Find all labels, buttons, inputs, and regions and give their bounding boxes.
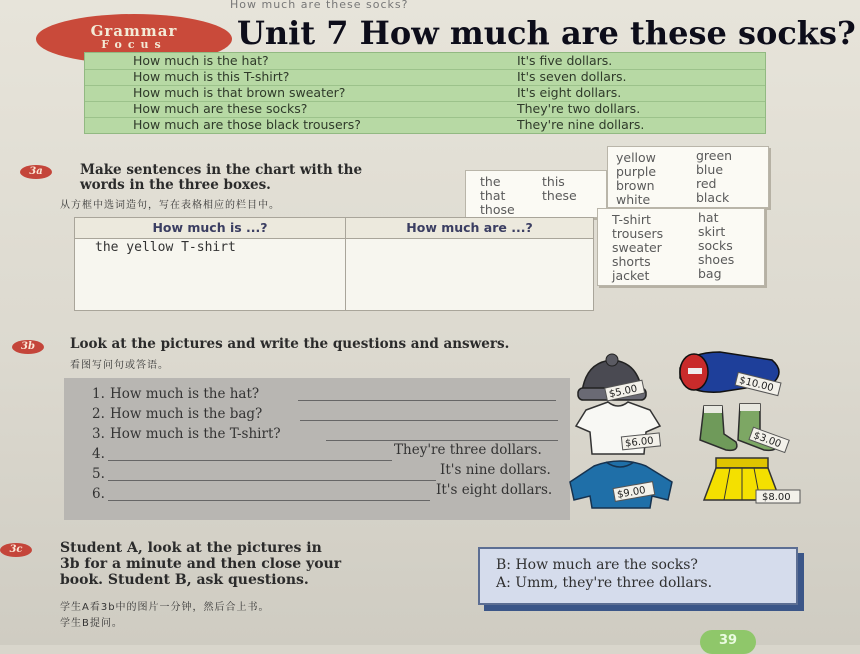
word: T-shirt <box>612 212 651 227</box>
grammar-answer: They're nine dollars. <box>517 117 645 132</box>
exercise-answer: They're three dollars. <box>394 442 542 458</box>
dialog-line-b: B: How much are the socks? <box>496 557 698 573</box>
section-3c-instruction-cn1: 学生A看3b中的图片一分钟，然后合上书。 <box>60 602 270 613</box>
price-tag-text: $10.00 <box>738 375 775 395</box>
exercise-number: 1. <box>92 386 105 402</box>
grammar-question: How much are those black trousers? <box>133 117 361 132</box>
chart-header-how-much-are: How much are ...? <box>346 218 593 239</box>
price-tag-text: $3.00 <box>751 430 783 451</box>
word: sweater <box>612 240 662 255</box>
running-header-text: How much are these socks? <box>230 0 409 11</box>
exercise-number: 5. <box>92 466 105 482</box>
dialog-line-a: A: Umm, they're three dollars. <box>496 575 713 591</box>
instruction-line: Student A, look at the pictures in <box>60 540 322 556</box>
section-3b-instruction: Look at the pictures and write the questions and answers. <box>70 336 510 352</box>
chart-header-how-much-is: How much is ...? <box>75 218 345 239</box>
exercise-question: How much is the bag? <box>110 406 263 422</box>
instruction-line: 3b for a minute and then close your <box>60 556 342 572</box>
word: purple <box>616 164 657 179</box>
badge-line-grammar: Grammar <box>90 22 178 40</box>
section-3a-badge: 3a <box>20 165 52 179</box>
price-tag-text: $6.00 <box>624 435 655 450</box>
section-3b-badge: 3b <box>12 340 44 354</box>
word: the <box>480 174 501 189</box>
example-dialog-box <box>478 547 798 605</box>
unit-title: Unit 7 How much are these socks? <box>237 14 856 52</box>
grammar-answer: It's eight dollars. <box>517 85 622 100</box>
word: that <box>480 188 506 203</box>
section-3c-badge: 3c <box>0 543 32 557</box>
exercise-number: 4. <box>92 446 105 462</box>
section-3c-instruction-cn2: 学生B提问。 <box>60 618 123 629</box>
word: green <box>696 148 733 163</box>
chart-example-cell: the yellow T-shirt <box>95 240 236 255</box>
word: jacket <box>612 268 650 283</box>
section-3c-instruction <box>60 540 341 588</box>
exercise-number: 6. <box>92 486 105 502</box>
grammar-answer: It's five dollars. <box>517 53 613 68</box>
word: brown <box>616 178 655 193</box>
grammar-question: How much is this T-shirt? <box>133 69 290 84</box>
word: bag <box>698 266 722 281</box>
word: these <box>542 188 577 203</box>
exercise-answer: It's nine dollars. <box>440 462 551 478</box>
badge-line-focus: Focus <box>101 38 167 51</box>
instruction-line: book. Student B, ask questions. <box>60 572 309 588</box>
section-3a-instruction-cn: 从方框中选词造句，写在表格相应的栏目中。 <box>60 200 280 211</box>
exercise-question: How much is the hat? <box>110 386 260 402</box>
grammar-answer: It's seven dollars. <box>517 69 627 84</box>
word: this <box>542 174 565 189</box>
word: shorts <box>612 254 651 269</box>
instruction-line: words in the three boxes. <box>80 177 271 193</box>
section-3b-instruction-cn: 看图写问句或答语。 <box>70 360 169 371</box>
word: blue <box>696 162 724 177</box>
grammar-question: How much are these socks? <box>133 101 308 116</box>
exercise-number: 2. <box>92 406 105 422</box>
sweater-illustration <box>570 461 672 508</box>
exercise-question: How much is the T-shirt? <box>110 426 281 442</box>
grammar-question: How much is the hat? <box>133 53 269 68</box>
word: skirt <box>698 224 726 239</box>
word: shoes <box>698 252 735 267</box>
price-tag-text: $5.00 <box>608 383 639 401</box>
price-tag-text: $8.00 <box>762 492 791 503</box>
word: white <box>616 192 651 207</box>
exercise-number: 3. <box>92 426 105 442</box>
exercise-answer: It's eight dollars. <box>436 482 553 498</box>
page-number: 39 <box>700 630 756 654</box>
word: hat <box>698 210 719 225</box>
instruction-line: Make sentences in the chart with the <box>80 162 363 178</box>
grammar-answer: They're two dollars. <box>517 101 641 116</box>
word: trousers <box>612 226 664 241</box>
price-tag-text: $9.00 <box>616 485 647 501</box>
word: red <box>696 176 717 191</box>
grammar-question: How much is that brown sweater? <box>133 85 346 100</box>
word: those <box>480 202 515 217</box>
word: black <box>696 190 730 205</box>
skirt-price-tag <box>756 490 800 503</box>
word: yellow <box>616 150 656 165</box>
word: socks <box>698 238 733 253</box>
